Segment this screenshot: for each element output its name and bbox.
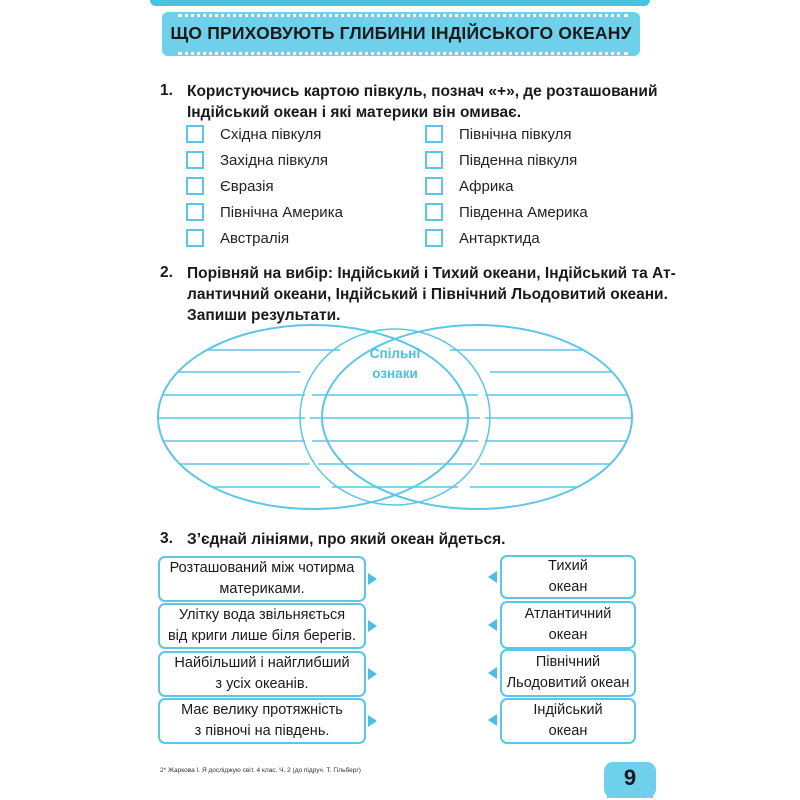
ocean-line: Льодовитий океан [506, 675, 630, 691]
option-label: Південна Америка [459, 203, 588, 221]
page-number: 9 [623, 765, 637, 790]
description-box[interactable] [158, 698, 366, 744]
task2-text-line3: Запиши результати. [187, 307, 341, 324]
ocean-line: Тихий [548, 558, 588, 574]
option-label: Північна Америка [220, 203, 343, 221]
page-number-dots [607, 795, 653, 798]
venn-common-label [360, 344, 430, 384]
option-label: Австралія [220, 229, 290, 247]
arrow-right-icon [368, 668, 377, 680]
description-line: з півночі на південь. [194, 723, 330, 739]
description-line: материками. [219, 581, 305, 597]
venn-label-line2: ознаки [372, 366, 418, 381]
description-line: Розташований між чотирма [169, 560, 355, 576]
ocean-box[interactable] [500, 555, 636, 599]
option-label: Євразія [220, 177, 274, 195]
ocean-line: Північний [535, 654, 601, 670]
description-line: від криги лише біля берегів. [167, 628, 357, 644]
option-label: Західна півкуля [220, 151, 328, 169]
arrow-right-icon [368, 573, 377, 585]
footer-note: 2* Жаркова І. Я досліджую світ. 4 клас. Ч. 2 (до підруч. Т. Гільберг) [160, 767, 361, 774]
arrow-left-icon [488, 619, 497, 631]
task3-text: З’єднай лініями, про який океан йдеться. [187, 531, 506, 548]
task2-number: 2. [160, 264, 173, 281]
ocean-line: Атлантичний [524, 606, 612, 622]
ocean-line: Індійський [533, 702, 603, 718]
option-label: Антарктида [459, 229, 540, 247]
arrow-left-icon [488, 571, 497, 583]
venn-label-line1: Спільні [369, 346, 421, 361]
ocean-box[interactable] [500, 698, 636, 744]
page-title: ЩО ПРИХОВУЮТЬ ГЛИБИНИ ІНДІЙСЬКОГО ОКЕАНУ [170, 23, 632, 43]
description-line: Найбільший і найглибший [174, 655, 350, 671]
option-label: Північна півкуля [459, 125, 572, 143]
ocean-box[interactable] [500, 649, 636, 697]
description-line: Улітку вода звільняється [178, 607, 346, 623]
task2-text-line2: лантичний океани, Індійський і Північний Льодовитий океани. [187, 286, 668, 303]
task3-number: 3. [160, 530, 173, 547]
option-label: Африка [459, 177, 514, 195]
option-label: Південна півкуля [459, 151, 578, 169]
description-box[interactable] [158, 603, 366, 649]
ocean-box[interactable] [500, 601, 636, 649]
description-line: Має велику протяжність [181, 702, 343, 718]
task1-number: 1. [160, 82, 173, 99]
description-line: з усіх океанів. [215, 676, 309, 692]
task1-text-line1: Користуючись картою півкуль, познач «+», де розташований [187, 83, 658, 100]
arrow-right-icon [368, 715, 377, 727]
ocean-line: океан [548, 723, 588, 739]
task2-text-line1: Порівняй на вибір: Індійський і Тихий океани, Індійський та Ат- [187, 265, 676, 282]
ocean-line: океан [548, 627, 588, 643]
description-box[interactable] [158, 556, 366, 602]
task1-text-line2: Індійський океан і які материки він омиває. [187, 104, 522, 121]
arrow-left-icon [488, 714, 497, 726]
ocean-line: океан [548, 579, 588, 595]
arrow-right-icon [368, 620, 377, 632]
arrow-left-icon [488, 667, 497, 679]
option-label: Східна півкуля [220, 125, 322, 143]
description-box[interactable] [158, 651, 366, 697]
